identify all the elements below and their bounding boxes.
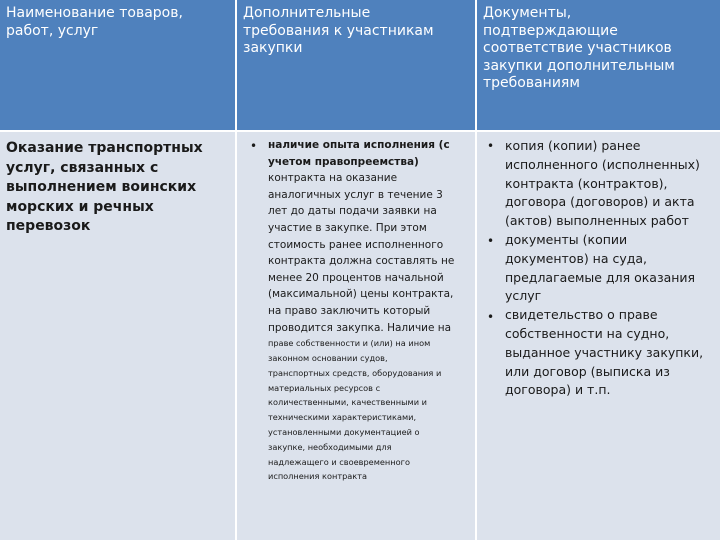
header-line: требования к участникам bbox=[243, 22, 434, 39]
bullet-icon: • bbox=[250, 139, 258, 153]
header-line: требованиям bbox=[483, 75, 580, 91]
doc-line: или договор (выписка из bbox=[505, 363, 670, 379]
bullet-icon: • bbox=[487, 139, 495, 153]
cell-line: услуг, связанных с bbox=[6, 159, 159, 176]
req-line-small: техническими характеристиками, bbox=[268, 412, 417, 423]
req-line: аналогичных услуг в течение 3 bbox=[268, 188, 443, 201]
header-line: закупки дополнительным bbox=[483, 57, 675, 74]
header-line: соответствие участников bbox=[483, 40, 672, 56]
list-item bbox=[505, 231, 717, 306]
req-line: проводится закупка. Наличие на bbox=[268, 321, 452, 334]
cell-line: выполнением воинских bbox=[6, 179, 197, 195]
req-line-small: установленными документацией о bbox=[268, 426, 420, 437]
cell-line: Оказание транспортных bbox=[6, 140, 203, 156]
req-line-bold: наличие опыта исполнения (с bbox=[268, 139, 450, 151]
header-additional-requirements bbox=[237, 0, 475, 131]
header-confirming-documents bbox=[477, 0, 720, 131]
doc-line: предлагаемые для оказания bbox=[505, 269, 696, 285]
req-line-small: транспортных средств, оборудования и bbox=[268, 367, 442, 378]
req-line-bold: учетом правопреемства) bbox=[268, 155, 419, 168]
cell-line: морских и речных bbox=[6, 198, 154, 215]
req-line: (максимальной) цены контракта, bbox=[268, 288, 454, 301]
req-line-small: количественными, качественными и bbox=[268, 397, 427, 408]
header-line: работ, услуг bbox=[6, 22, 99, 39]
doc-line: копия (копии) ранее bbox=[505, 138, 641, 153]
req-line: лет до даты подачи заявки на bbox=[268, 205, 437, 218]
doc-line: договора (договоров) и акта bbox=[505, 194, 695, 210]
column-divider bbox=[475, 0, 477, 540]
header-line: подтверждающие bbox=[483, 22, 618, 39]
doc-line: документы (копии bbox=[505, 231, 628, 247]
doc-line: документов) на суда, bbox=[505, 250, 648, 266]
doc-line: исполненного (исполненных) bbox=[505, 156, 700, 172]
header-line: закупки bbox=[243, 40, 303, 56]
requirement-text bbox=[268, 137, 474, 484]
doc-line: выданное участнику закупки, bbox=[505, 344, 704, 360]
req-line-small: закупке, необходимыми для bbox=[268, 441, 392, 452]
documents-list bbox=[505, 137, 717, 400]
req-line: стоимость ранее исполненного bbox=[268, 238, 444, 251]
req-line: контракта должна составлять не bbox=[268, 255, 455, 268]
doc-line: договора) и т.п. bbox=[505, 382, 611, 398]
list-item bbox=[505, 306, 717, 400]
header-line: Дополнительные bbox=[243, 5, 371, 21]
req-line-small: материальных ресурсов с bbox=[268, 382, 381, 393]
doc-line: контракта (контрактов), bbox=[505, 175, 668, 191]
req-line-small: исполнения контракта bbox=[268, 471, 368, 482]
doc-line: собственности на судно, bbox=[505, 325, 670, 341]
req-line: на право заключить который bbox=[268, 304, 431, 317]
req-line: участие в закупке. При этом bbox=[268, 221, 427, 234]
header-goods-works-services bbox=[0, 0, 235, 131]
column-divider bbox=[235, 0, 237, 540]
bullet-icon: • bbox=[487, 234, 495, 248]
doc-line: услуг bbox=[505, 288, 542, 304]
cell-service-name bbox=[0, 132, 235, 540]
req-line-small: законном основании судов, bbox=[268, 352, 388, 363]
header-line: Наименование товаров, bbox=[6, 5, 183, 21]
req-line: контракта на оказание bbox=[268, 172, 398, 185]
req-line-small: праве собственности и (или) на ином bbox=[268, 338, 431, 349]
list-item bbox=[505, 137, 717, 231]
req-line: менее 20 процентов начальной bbox=[268, 271, 444, 284]
bullet-icon: • bbox=[487, 310, 495, 324]
doc-line: (актов) выполненных работ bbox=[505, 213, 689, 229]
header-line: Документы, bbox=[483, 5, 572, 21]
cell-line: перевозок bbox=[6, 218, 91, 234]
doc-line: свидетельство о праве bbox=[505, 307, 658, 323]
req-line-small: надлежащего и своевременного bbox=[268, 456, 410, 467]
